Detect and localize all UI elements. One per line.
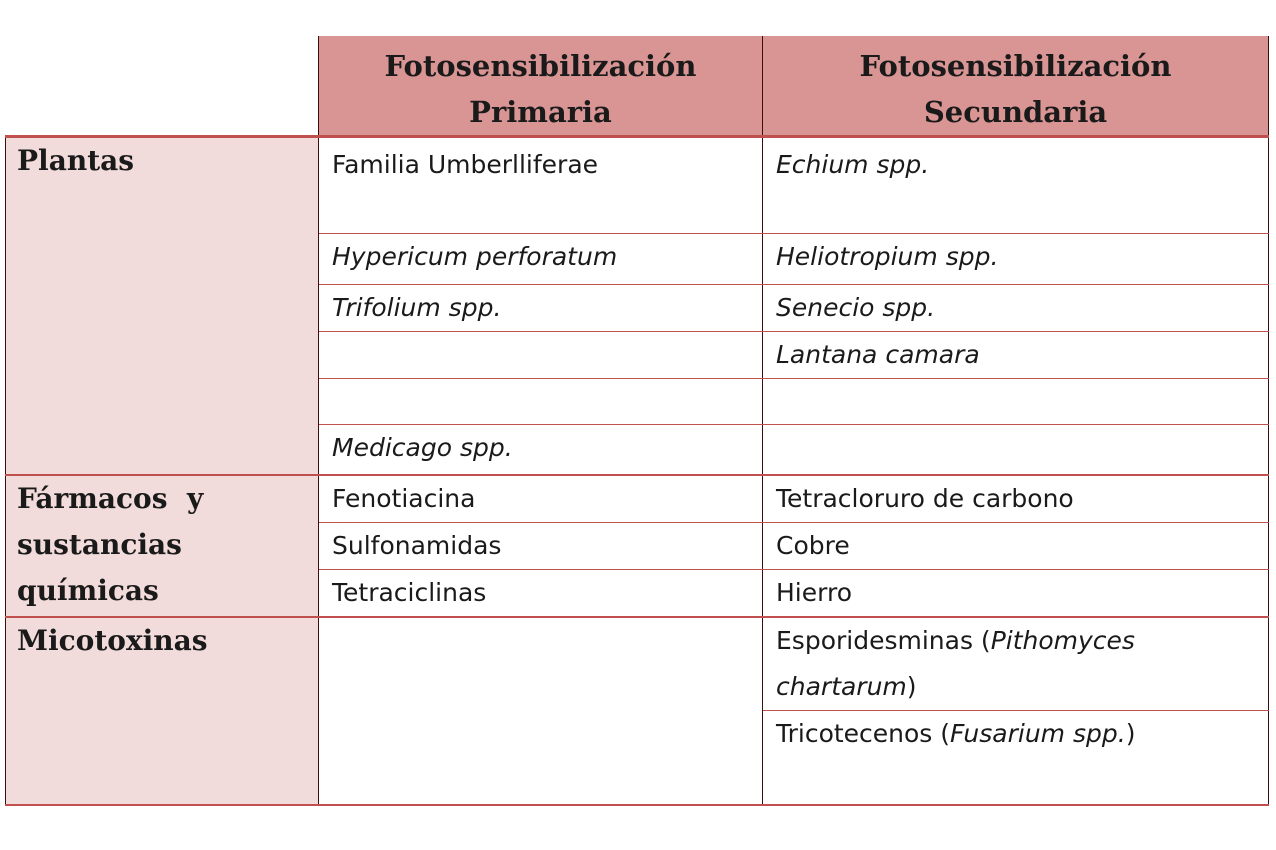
- header-primary-line1: Fotosensibilización: [384, 49, 697, 83]
- cell-text: Tricotecenos (: [776, 718, 951, 748]
- category-farmacos-line2: sustancias: [17, 527, 182, 561]
- cell-text: ): [906, 671, 917, 701]
- header-secondary-line1: Fotosensibilización: [859, 49, 1172, 83]
- corner-cell: [6, 36, 319, 137]
- cell-primary: Medicago spp.: [319, 425, 763, 475]
- cell-text: ): [1125, 718, 1136, 748]
- cell-secondary: [763, 617, 1269, 711]
- cell-primary: Fenotiacina: [319, 475, 763, 523]
- cell-primary: [319, 379, 763, 425]
- cell-primary: Hypericum perforatum: [319, 234, 763, 285]
- cell-primary: [319, 332, 763, 379]
- cell-text-italic: Fusarium spp.: [950, 718, 1126, 748]
- table-row: [6, 617, 1269, 711]
- cell-primary: Trifolium spp.: [319, 285, 763, 332]
- category-farmacos-line1: Fármacos y: [17, 481, 204, 515]
- cell-text-italic: chartarum: [776, 671, 907, 701]
- cell-secondary: Tetracloruro de carbono: [763, 475, 1269, 523]
- cell-secondary: Senecio spp.: [763, 285, 1269, 332]
- header-secondary-line2: Secundaria: [923, 95, 1108, 129]
- cell-secondary: Cobre: [763, 522, 1269, 569]
- cell-secondary: [763, 710, 1269, 805]
- cell-secondary: Lantana camara: [763, 332, 1269, 379]
- header-row: [6, 36, 1269, 137]
- cell-secondary: Echium spp.: [763, 137, 1269, 234]
- category-plantas: Plantas: [6, 137, 319, 475]
- header-primary-line2: Primaria: [469, 95, 612, 129]
- category-farmacos: [6, 475, 319, 617]
- cell-primary: Sulfonamidas: [319, 522, 763, 569]
- cell-secondary: [763, 379, 1269, 425]
- header-primary: [319, 36, 763, 137]
- category-farmacos-line3: químicas: [17, 573, 159, 607]
- category-micotoxinas: Micotoxinas: [6, 617, 319, 806]
- photosensitization-table: [5, 36, 1269, 806]
- cell-text-italic: Pithomyces: [990, 625, 1135, 655]
- table-row: [6, 137, 1269, 234]
- table-row: [6, 475, 1269, 523]
- cell-text: Esporidesminas (: [776, 625, 991, 655]
- cell-primary: Tetraciclinas: [319, 569, 763, 617]
- header-secondary: [763, 36, 1269, 137]
- cell-secondary: Heliotropium spp.: [763, 234, 1269, 285]
- cell-secondary: [763, 425, 1269, 475]
- cell-primary: Familia Umberlliferae: [319, 137, 763, 234]
- cell-primary-empty: [319, 617, 763, 806]
- cell-secondary: Hierro: [763, 569, 1269, 617]
